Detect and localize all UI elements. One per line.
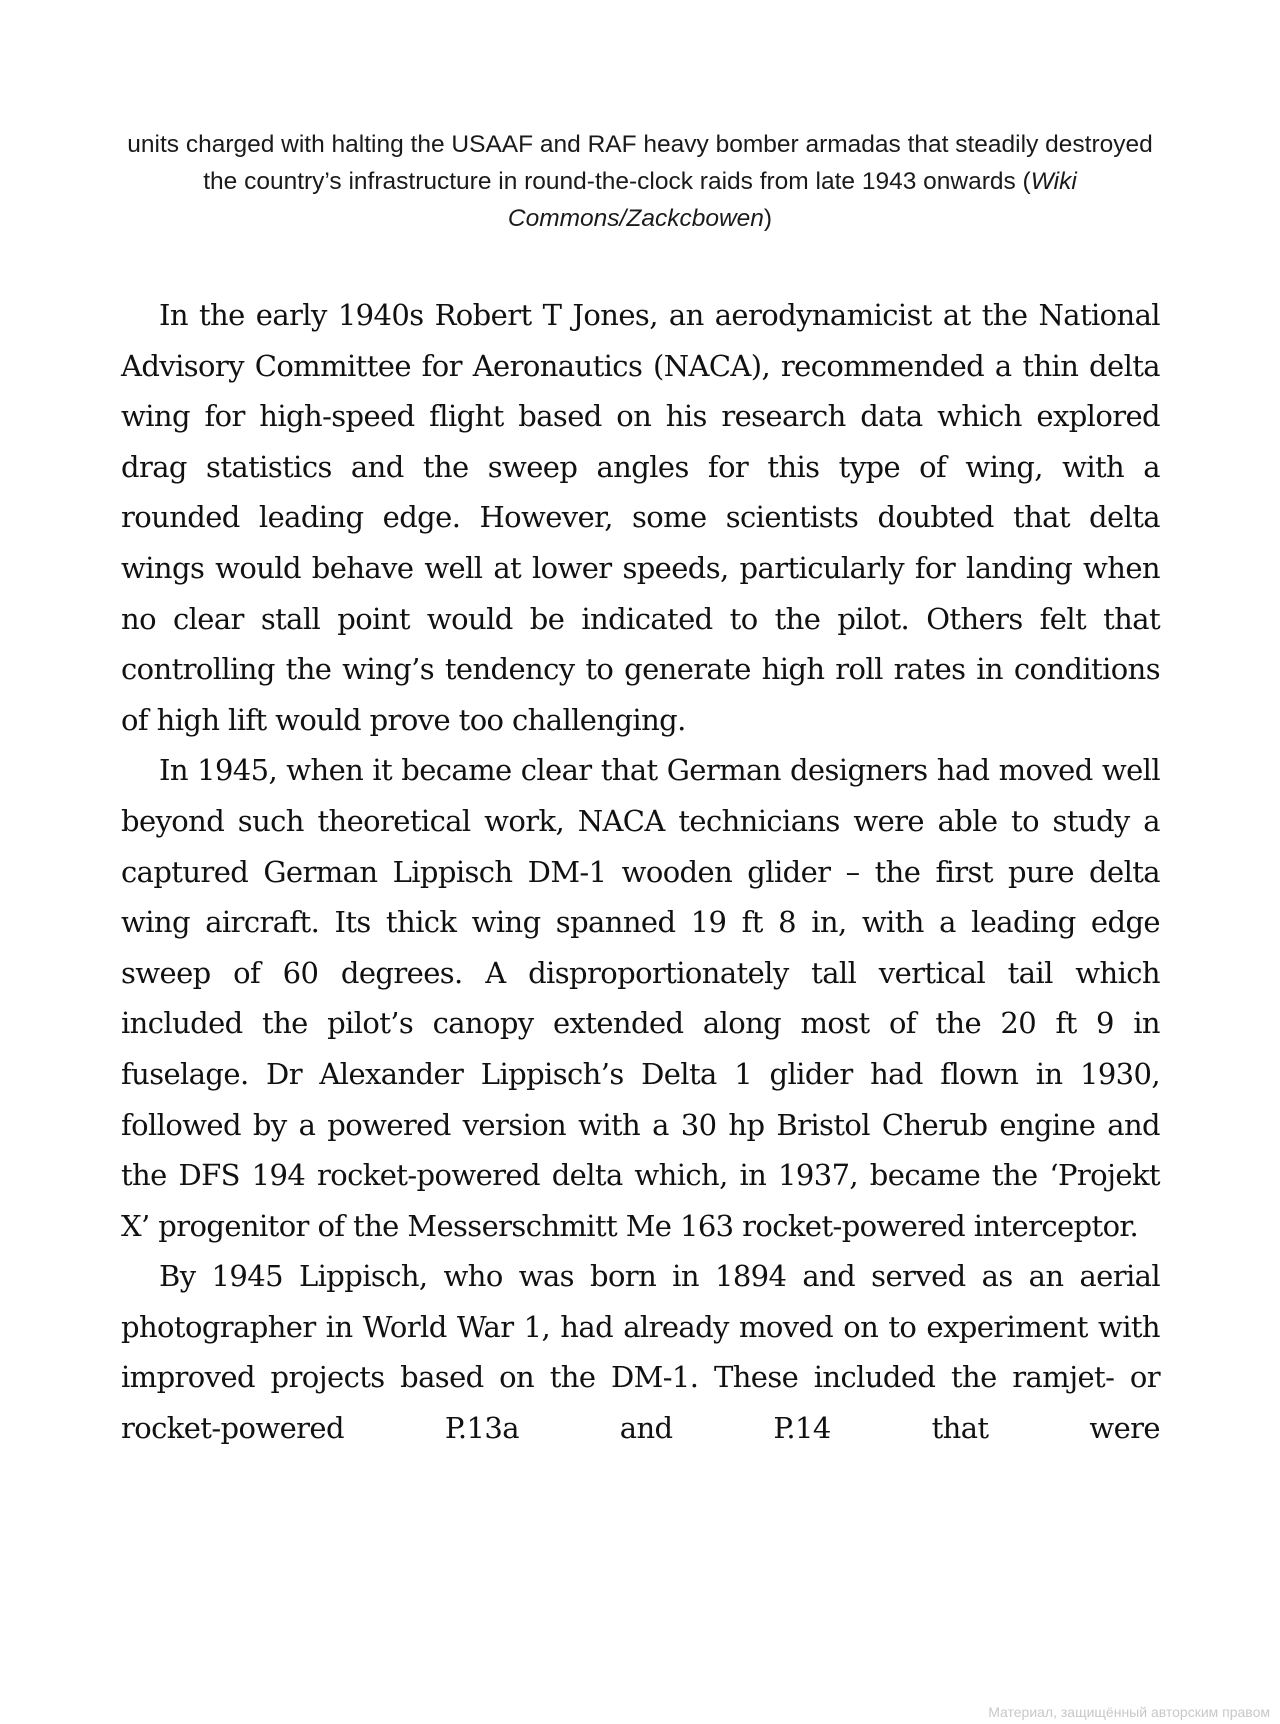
paragraph: In 1945, when it became clear that German designers had moved well beyond such theoretical work, NACA technicians were able to study a captured German Lippisch DM-1 wooden glider – the first pure delta wing aircraft. Its thick wing spanned 19 ft 8 in, with a leading edge sweep of 60 degrees. A disproportionately tall vertical tail which included the pilot’s canopy extended along most of the 20 ft 9 in fuselage. Dr Alexander Lippisch’s Delta 1 glider had flown in 1930, followed by a powered version with a 30 hp Bristol Cherub engine and the DFS 194 rocket-powered delta which, in 1937, became the ‘Projekt X’ progenitor of the Messerschmitt Me 163 rocket-powered interceptor. [121, 753, 1160, 1243]
paragraph: In the early 1940s Robert T Jones, an aerodynamicist at the National Advisory Committee for Aeronautics (NACA), recommended a thin delta wing for high-speed flight based on his research data which explored drag statistics and the sweep angles for this type of wing, with a rounded leading edge. However, some scientists doubted that delta wings would behave well at lower speeds, particularly for landing when no clear stall point would be indicated to the pilot. Others felt that controlling the wing’s tendency to generate high roll rates in conditions of high lift would prove too challenging. [121, 298, 1160, 737]
copyright-watermark: Материал, защищённый авторским правом [988, 1704, 1270, 1720]
caption-text-end: ) [763, 205, 773, 232]
figure-caption [120, 126, 1160, 237]
paragraph: By 1945 Lippisch, who was born in 1894 and served as an aerial photographer in World War 1, had already moved on to experiment with improved projects based on the DM-1. These included the ramjet- or rocket-powered P.13a and P.14 that were [121, 1259, 1160, 1446]
body-text [121, 290, 1160, 1454]
caption-credit: Wiki Commons/Zackcbowen [507, 168, 1077, 232]
caption-text: units charged with halting the USAAF and RAF heavy bomber armadas that steadily destroyed the country’s infrastructure in round-the-clock raids from late 1943 onwards ( [127, 131, 1153, 195]
